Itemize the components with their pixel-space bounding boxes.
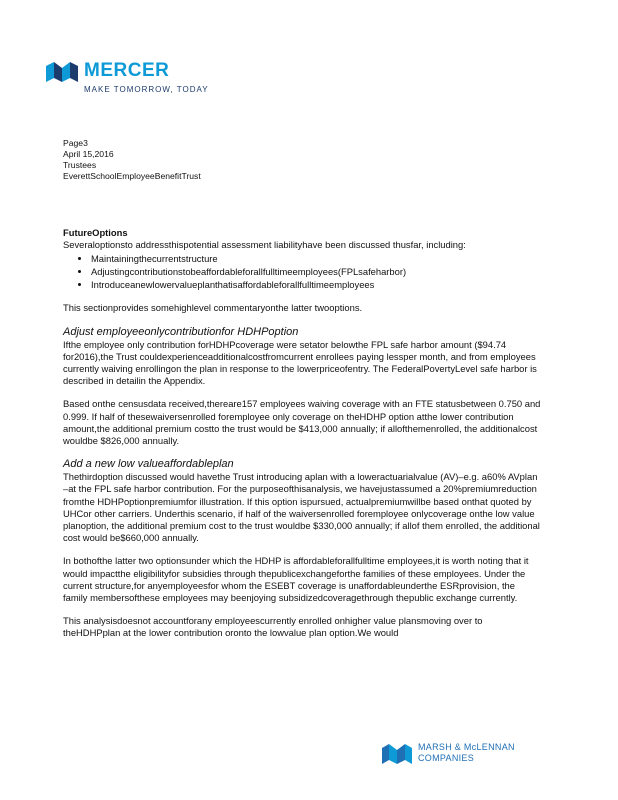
recipient: Trustees: [63, 160, 97, 170]
mercer-logo: [46, 60, 246, 100]
mmc-mark-icon: [382, 744, 412, 764]
list-item: • Maintainingthecurrentstructure: [91, 252, 541, 265]
letter-header: [63, 138, 201, 182]
section-title-future-options: FutureOptions: [63, 227, 128, 238]
options-list: [63, 252, 541, 291]
section-note: This sectionprovides somehighlevel commentaryonthe latter twooptions.: [63, 302, 363, 314]
mercer-m-icon: [46, 62, 78, 82]
paragraph: In bothofthe latter two optionsunder which the HDHP is affordableforallfulltime employees,it is worth noting that it would impactthe eligibilityfor subsidies through thepublicexchangeforthe families of these employees. Under the current structure,for anyemployeesfor whom the ESEBT coverage is unaffordableunderthe ESRprovision, the family membersofthese employees may beenjoying subsidizedcoveragethrough thepublic exchange currently.: [63, 555, 529, 604]
mercer-wordmark: MERCER: [84, 60, 170, 81]
paragraph: Thethirdoption discussed would havethe Trust introducing aplan with a loweractuarialvalue (AV)–e.g. a60% AVplan –at the FPL safe harbor contribution. For the purposeofthisanalysis, we havejustassumed a 20%premiumreduction fromthe HDHPoptionpremiumfor illustration. If this option ispursued, actualpremiumwillbe based onthat quoted by UHCor other carriers. Underthis scenario, if half of the waiversenrolled foremployee onlycoverage onthe low value planoption, the additional premium cost to the trust wouldbe $330,000 annually; if allof them enrolled, the additional cost would be$660,000 annually.: [63, 471, 540, 544]
paragraph: Ifthe employee only contribution forHDHPcoverage were setator belowthe FPL safe harbor amount ($94.74 for2016),the Trust couldexperienceadditionalcostfromcurrent enrollees paying lessper month, and from employees currently waiving enrollingon the plan in response to the lowerpriceofentry. The FederalPovertyLevel safe harbor is described in detailin the Appendix.: [63, 338, 537, 387]
page-number: Page3: [63, 138, 88, 148]
mmc-logo: [382, 740, 542, 768]
intro-paragraph: Severaloptionsto addressthispotential assessment liabilityhave been discussed thusfar, including:: [63, 239, 466, 251]
list-item: • Adjustingcontributionstobeaffordableforallfulltimeemployees(FPLsafeharbor): [91, 265, 541, 278]
organization: EverettSchoolEmployeeBenefitTrust: [63, 171, 201, 181]
mmc-name: MARSH & McLENNAN: [418, 742, 515, 752]
subheading-adjust-contribution: Adjust employeeonlycontributionfor HDHPoption: [63, 325, 299, 338]
paragraph: Based onthe censusdata received,thereare157 employees waiving coverage with an FTE statusbetween 0.750 and 0.999. If half of thesewaiversenrolled foremployee only coverage on theHDHP option atthe lower contribution amount,the additional premium costto the trust would be $413,000 annually; if allofthemenrolled, the additionalcost wouldbe $826,000 annually.: [63, 398, 541, 447]
mercer-tagline: MAKE TOMORROW, TODAY: [84, 85, 209, 94]
list-item: • Introduceanewlowervalueplanthatisaffordableforallfulltimeemployees: [91, 278, 541, 291]
letter-date: April 15,2016: [63, 149, 114, 159]
document-body: [63, 227, 541, 640]
subheading-new-plan: Add a new low valueaffordableplan: [63, 458, 234, 471]
mmc-companies: COMPANIES: [418, 753, 475, 763]
paragraph: This analysisdoesnot accountforany employeescurrently enrolled onhigher value plansmoving over to theHDHPplan at the lower contribution oronto the lowvalue plan option.We would: [63, 615, 483, 639]
